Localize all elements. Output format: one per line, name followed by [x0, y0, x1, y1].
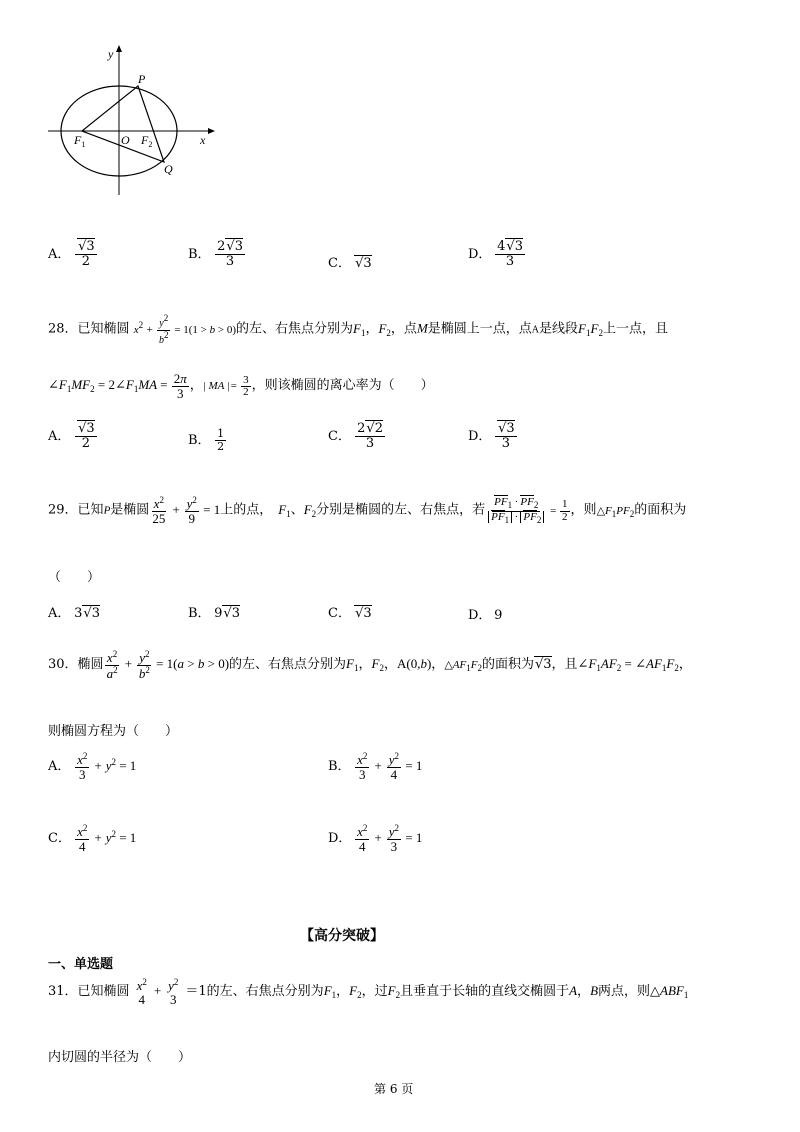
option-label: C．: [328, 428, 351, 444]
q29-option-a[interactable]: A． 3√3: [48, 602, 100, 621]
option-label: D．: [468, 428, 492, 444]
q28-option-c[interactable]: C． $\frac{2√2}{3}$: [328, 421, 383, 451]
q30-option-c[interactable]: C． $\frac{x^2}{4}$ + $y^2 = 1$: [48, 823, 137, 854]
option-label: B．: [188, 246, 211, 262]
focal-triangle: [82, 86, 164, 162]
page-number: 第 6 页: [374, 1082, 414, 1096]
q30-line2: 则椭圆方程为（ ）: [48, 724, 179, 739]
option-label: A．: [48, 606, 71, 621]
q27-option-d[interactable]: D． $\frac{4√3}{3}$: [468, 239, 523, 269]
q29-option-d[interactable]: D． 9: [468, 604, 502, 623]
option-label: B．: [328, 758, 351, 774]
label-p: P: [138, 72, 146, 86]
label-y: y: [108, 47, 114, 61]
option-label: C．: [48, 830, 71, 846]
q30-option-b[interactable]: B． $\frac{x^2}{3}$ + $\frac{y^2}{4}$ = 1: [328, 751, 423, 782]
y-axis-arrow-icon: [116, 45, 122, 52]
option-label: C．: [328, 256, 351, 271]
q28-option-d[interactable]: D． $\frac{√3}{3}$: [468, 421, 515, 451]
ellipse-figure: [40, 40, 220, 200]
q29-option-b[interactable]: B． 9√3: [188, 602, 240, 621]
q31-line2: 内切圆的半径为（ ）: [48, 1050, 192, 1065]
option-label: B．: [188, 606, 211, 621]
option-label: B．: [188, 432, 211, 448]
option-label: C．: [328, 606, 351, 621]
q31-line1: 31．已知椭圆 $x^2$ 4 + $y^2$ 3 ＝1的左、右焦点分别为$F_1$，$F_2$，过$F_2$且垂直于长轴的直线交椭圆于A，B两点，则$\triangle ABF_1$: [48, 977, 689, 1007]
label-f1: $F_1$: [74, 133, 86, 149]
q28-line1: 28．已知椭圆 $x^2$ + $\frac{y2}{b2}$ = 1(1 > b > 0)的左、右焦点分别为$F_1$，$F_2$，点M是椭圆上一点，点A是线段$F_1F_2$上一点，且: [48, 313, 668, 346]
q30-option-a[interactable]: A． $\frac{x^2}{3}$ + $y^2 = 1$: [48, 751, 137, 782]
x-axis-arrow-icon: [208, 128, 215, 134]
option-label: D．: [468, 246, 492, 262]
option-label: D．: [468, 608, 492, 623]
option-label: A．: [48, 428, 71, 444]
q30-option-d[interactable]: D． $\frac{x^2}{4}$ + $\frac{y^2}{3}$ = 1: [328, 823, 423, 854]
q29-option-c[interactable]: C． √3: [328, 602, 372, 621]
q29-line2: （ ）: [48, 570, 101, 585]
section-title: 【高分突破】: [300, 928, 384, 944]
q28-option-b[interactable]: B． $\frac{1}{2}$: [188, 427, 225, 453]
label-x: x: [200, 133, 206, 147]
label-f2: $F_2$: [141, 133, 153, 149]
q27-option-b[interactable]: B． $\frac{2√3}{3}$: [188, 239, 243, 269]
option-label: A．: [48, 758, 71, 774]
option-label: D．: [328, 830, 352, 846]
q29-line1: 29．已知P是椭圆 $\frac{x^2}{25}$ + $\frac{y^2}{9}$ = 1上的点， $F_1$、$F_2$分别是椭圆的左、右焦点，若 $\frac{PF_1 \cdot PF_2}{PF_1 \cdot PF_2}$ = $\frac{1}{2}$ ，则$\triangle F_1PF_2$的面积为: [48, 495, 687, 526]
q27-option-c[interactable]: C． √3: [328, 252, 372, 271]
q28-option-a[interactable]: A． $\frac{√3}{2}$: [48, 421, 95, 451]
option-label: A．: [48, 246, 71, 262]
q30-line1: 30．椭圆 $\frac{x^2}{a^2}$ + $\frac{y^2}{b^2}$ = 1(a > b > 0)的左、右焦点分别为$F_1$，$F_2$，A(0,b)，$\triangle AF_1F_2$的面积为√3，且$\angle F_1AF_2$ = $\angle AF_1F_2$，: [48, 649, 692, 681]
label-o: O: [121, 133, 130, 147]
q27-option-a[interactable]: A． $\frac{√3}{2}$: [48, 239, 95, 269]
label-q: Q: [164, 162, 173, 176]
q28-line2: $\angle F_1MF_2$ = $2\angle F_1MA$ = $\frac{2\pi}{3}$ ，| MA |= $\frac{3}{2}$ ，则该椭圆的离心率为（ ）: [48, 371, 434, 401]
section-subtitle: 一、单选题: [48, 957, 114, 972]
